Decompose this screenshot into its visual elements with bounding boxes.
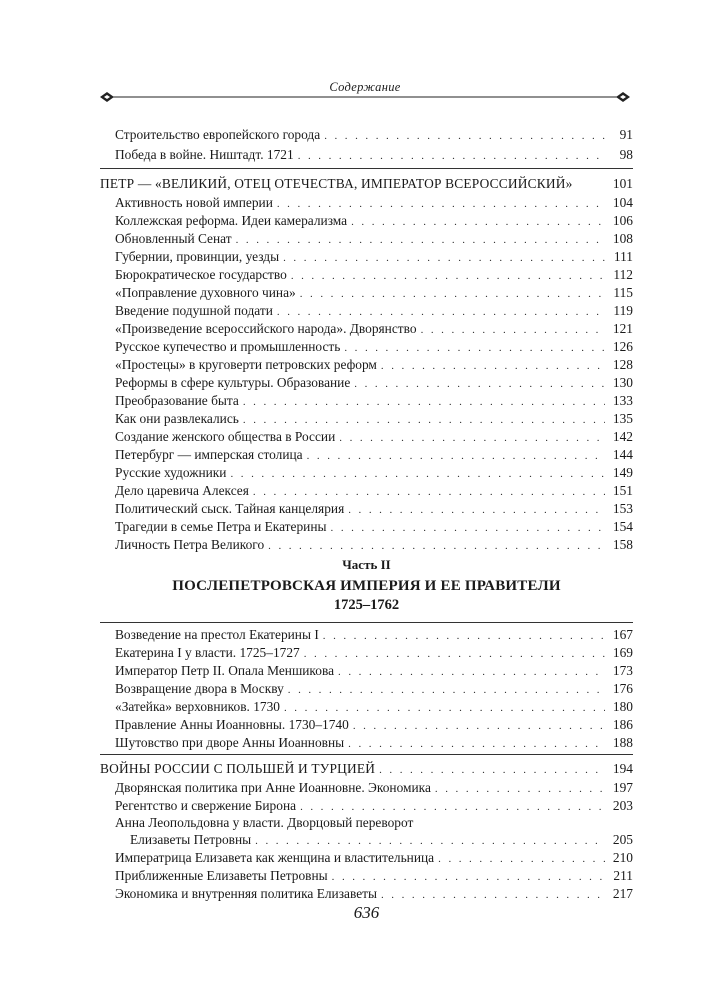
toc-entry-title: Политический сыск. Тайная канцелярия	[115, 501, 345, 516]
toc-entry	[115, 429, 633, 446]
toc-entry-title: Личность Петра Великого	[115, 537, 265, 552]
toc-entry-page: 91	[619, 127, 633, 142]
toc-entry-title: Коллежская реформа. Идеи камерализма	[115, 213, 348, 228]
toc-entry	[115, 267, 633, 284]
toc-entry-page: 135	[612, 411, 633, 426]
toc-entry-page: 169	[612, 645, 633, 660]
toc-entry-title: Русское купечество и промышленность	[115, 339, 341, 354]
toc-entry-page: 104	[612, 195, 633, 210]
toc-entry-title: Губернии, провинции, уезды	[115, 249, 280, 264]
toc-entry	[115, 627, 633, 644]
toc-entry-page: 121	[612, 321, 633, 336]
toc-entry-title: Трагедии в семье Петра и Екатерины	[115, 519, 327, 534]
toc-entry-title: Императрица Елизавета как женщина и властительница	[115, 850, 435, 865]
toc-entry-page: 180	[612, 699, 633, 714]
toc-section-page: 194	[612, 761, 633, 776]
toc-entry	[115, 375, 633, 392]
toc-entry	[115, 285, 633, 302]
toc-entry	[115, 519, 633, 536]
toc-section-title: ПЕТР — «ВЕЛИКИЙ, ОТЕЦ ОТЕЧЕСТВА, ИМПЕРАТОР ВСЕРОССИЙСКИЙ»	[100, 176, 573, 191]
toc-entry	[115, 447, 633, 464]
toc-entry-title: Екатерина I у власти. 1725–1727	[115, 645, 300, 660]
toc-entry-title: Обновленный Сенат	[115, 231, 232, 246]
toc-entry	[115, 501, 633, 518]
toc-entry	[115, 537, 633, 554]
toc-entry-page: 108	[612, 231, 633, 246]
toc-entry	[115, 321, 633, 338]
toc-section	[100, 761, 633, 778]
toc-entry-page: 119	[613, 303, 633, 318]
toc-entry-title: Преобразование быта	[115, 393, 239, 408]
toc-entry	[115, 303, 633, 320]
toc-entry-page: 173	[612, 663, 633, 678]
toc-entry-title: Экономика и внутренняя политика Елизаветы	[115, 886, 377, 901]
toc-entry-page: 115	[613, 285, 633, 300]
toc-entry-page: 217	[612, 886, 633, 901]
toc-entry-page: 176	[612, 681, 633, 696]
toc-entry	[115, 249, 633, 266]
toc-entry-title: Елизаветы Петровны	[130, 832, 252, 847]
toc-entry	[115, 735, 633, 752]
toc-entry	[115, 357, 633, 374]
ornamental-rule-icon	[100, 90, 630, 104]
toc-entry-page: 98	[619, 147, 633, 162]
toc-entry-title: Строительство европейского города	[115, 127, 321, 142]
toc-entry-title: Возвращение двора в Москву	[115, 681, 284, 696]
toc-entry-page: 111	[613, 249, 633, 264]
toc-entry-page: 167	[612, 627, 633, 642]
part-label: Часть II	[342, 557, 391, 572]
toc-entry-page: 151	[612, 483, 633, 498]
toc-entry	[115, 663, 633, 680]
toc-entry-page: 126	[612, 339, 633, 354]
toc-entry-page: 144	[612, 447, 633, 462]
toc-entry	[115, 681, 633, 698]
toc-entry	[115, 127, 633, 144]
toc-entry-title: Реформы в сфере культуры. Образование	[115, 375, 351, 390]
toc-entry-title: Русские художники	[115, 465, 227, 480]
toc-entry-page: 130	[612, 375, 633, 390]
toc-entry-title: Победа в войне. Ништадт. 1721	[115, 147, 294, 162]
toc-entry-page: 186	[612, 717, 633, 732]
toc-entry-page: 149	[612, 465, 633, 480]
toc-entry-title: «Затейка» верховников. 1730	[115, 699, 280, 714]
part-years: 1725–1762	[333, 597, 400, 613]
toc-entry-title: «Простецы» в круговерти петровских реформ	[115, 357, 377, 372]
toc-entry	[115, 868, 633, 885]
toc-entry-page: 106	[612, 213, 633, 228]
section-divider	[100, 754, 633, 755]
toc-entry-title: «Произведение всероссийского народа». Дворянство	[115, 321, 417, 336]
toc-entry	[115, 465, 633, 482]
toc-entry-title: Возведение на престол Екатерины I	[115, 627, 319, 642]
toc-section-page: 101	[612, 176, 633, 191]
toc-entry-page: 205	[612, 832, 633, 847]
section-divider	[100, 168, 633, 169]
toc-entry-title: Регентство и свержение Бирона	[115, 798, 297, 813]
toc-entry-page: 203	[612, 798, 633, 813]
section-divider	[100, 622, 633, 623]
toc-entry	[115, 645, 633, 662]
toc-entry-title: «Поправление духовного чина»	[115, 285, 296, 300]
toc-entry-title: Правление Анны Иоанновны. 1730–1740	[115, 717, 349, 732]
toc-entry-title: Дело царевича Алексея	[115, 483, 249, 498]
toc-entry	[115, 780, 633, 797]
toc-entry-title: Активность новой империи	[115, 195, 273, 210]
toc-entry	[115, 850, 633, 867]
toc-entry	[115, 699, 633, 716]
toc-entry-first-line: Анна Леопольдовна у власти. Дворцовый переворот	[115, 815, 414, 830]
toc-entry	[115, 231, 633, 248]
toc-entry-title: Император Петр II. Опала Меншикова	[115, 663, 335, 678]
toc-entry-page: 158	[612, 537, 633, 552]
toc-entry	[115, 147, 633, 164]
toc-entry	[115, 717, 633, 734]
toc-entry	[115, 411, 633, 428]
toc-entry-title: Петербург — имперская столица	[115, 447, 303, 462]
toc-entry-title: Введение подушной подати	[115, 303, 273, 318]
toc-entry-page: 154	[612, 519, 633, 534]
toc-entry-page: 211	[613, 868, 633, 883]
toc-entry-page: 133	[612, 393, 633, 408]
page-number: 636	[353, 903, 380, 922]
toc-entry	[115, 195, 633, 212]
toc-entry-title: Приближенные Елизаветы Петровны	[115, 868, 328, 883]
running-header-title: Содержание	[329, 80, 401, 94]
toc-entry	[115, 483, 633, 500]
toc-entry-page: 188	[612, 735, 633, 750]
toc-entry	[115, 393, 633, 410]
running-header	[100, 78, 630, 106]
toc-entry-page: 112	[613, 267, 633, 282]
toc-entry-title: Бюрократическое государство	[115, 267, 287, 282]
toc-entry-title: Шутовство при дворе Анны Иоанновны	[115, 735, 345, 750]
toc-entry	[115, 798, 633, 815]
toc-entry-title: Создание женского общества в России	[115, 429, 336, 444]
toc-entry-page: 153	[612, 501, 633, 516]
toc-section	[100, 176, 633, 193]
toc-entry-page: 197	[612, 780, 633, 795]
part-title: ПОСЛЕПЕТРОВСКАЯ ИМПЕРИЯ И ЕЕ ПРАВИТЕЛИ	[172, 578, 561, 594]
toc-entry-title: Как они развлекались	[115, 411, 239, 426]
toc-entry-page: 142	[612, 429, 633, 444]
toc-entry	[130, 832, 633, 849]
toc-entry-title: Дворянская политика при Анне Иоанновне. Экономика	[115, 780, 431, 795]
toc-entry	[115, 213, 633, 230]
toc-entry	[115, 339, 633, 356]
toc-entry-page: 128	[612, 357, 633, 372]
toc-section-title: ВОЙНЫ РОССИИ С ПОЛЬШЕЙ И ТУРЦИЕЙ	[100, 761, 376, 776]
toc-entry-page: 210	[612, 850, 633, 865]
toc-entry	[115, 886, 633, 903]
